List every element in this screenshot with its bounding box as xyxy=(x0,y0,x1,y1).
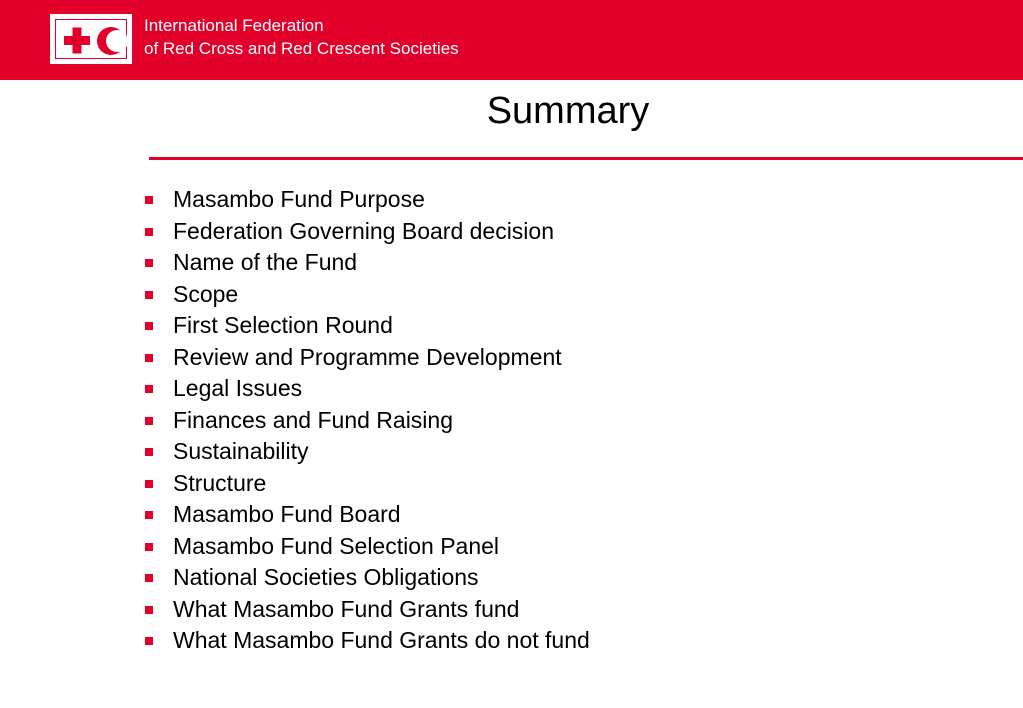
square-bullet-icon xyxy=(145,511,153,519)
title-divider xyxy=(149,157,1023,160)
square-bullet-icon xyxy=(145,448,153,456)
list-item xyxy=(145,342,590,374)
list-item-text: Scope xyxy=(173,280,239,307)
list-item-text: Finances and Fund Raising xyxy=(173,406,453,433)
list-item-text: What Masambo Fund Grants do not fund xyxy=(173,627,590,653)
square-bullet-icon xyxy=(145,354,153,362)
logo-emblem xyxy=(56,20,130,62)
list-item-text: Masambo Fund Selection Panel xyxy=(173,532,500,559)
list-item xyxy=(145,405,590,437)
list-item xyxy=(145,436,590,468)
list-item-text: What Masambo Fund Grants fund xyxy=(173,595,520,622)
square-bullet-icon xyxy=(145,606,153,614)
header-banner xyxy=(0,0,1023,80)
list-item-text: Sustainability xyxy=(173,438,309,464)
square-bullet-icon xyxy=(145,574,153,582)
list-item-text: Masambo Fund Purpose xyxy=(173,186,425,212)
square-bullet-icon xyxy=(145,291,153,299)
square-bullet-icon xyxy=(145,228,153,236)
list-item-text: Federation Governing Board decision xyxy=(173,217,555,244)
list-item xyxy=(145,594,590,626)
slide-title: Summary xyxy=(486,90,650,132)
list-item-text: First Selection Round xyxy=(173,312,393,338)
list-item-text: National Societies Obligations xyxy=(173,564,479,590)
summary-list xyxy=(145,184,590,657)
square-bullet-icon xyxy=(145,196,153,204)
list-item xyxy=(145,468,590,500)
list-item xyxy=(145,247,590,279)
square-bullet-icon xyxy=(145,480,153,488)
list-item-text: Legal Issues xyxy=(173,375,303,401)
list-item-text: Structure xyxy=(173,469,267,496)
list-item xyxy=(145,216,590,248)
organization-name xyxy=(144,14,459,60)
list-item-text: Name of the Fund xyxy=(173,249,358,275)
list-item xyxy=(145,625,590,657)
list-item xyxy=(145,531,590,563)
org-name-line1: International Federation xyxy=(144,16,324,35)
square-bullet-icon xyxy=(145,322,153,330)
square-bullet-icon xyxy=(145,543,153,551)
list-item-text: Review and Programme Development xyxy=(173,343,562,370)
org-name-line2: of Red Cross and Red Crescent Societies xyxy=(144,39,459,58)
list-item xyxy=(145,499,590,531)
list-item xyxy=(145,562,590,594)
square-bullet-icon xyxy=(145,637,153,645)
square-bullet-icon xyxy=(145,417,153,425)
list-item-text: Masambo Fund Board xyxy=(173,501,401,527)
list-item xyxy=(145,279,590,311)
square-bullet-icon xyxy=(145,385,153,393)
list-item xyxy=(145,310,590,342)
red-cross-red-crescent-logo-icon xyxy=(50,14,132,64)
list-item xyxy=(145,184,590,216)
square-bullet-icon xyxy=(145,259,153,267)
list-item xyxy=(145,373,590,405)
